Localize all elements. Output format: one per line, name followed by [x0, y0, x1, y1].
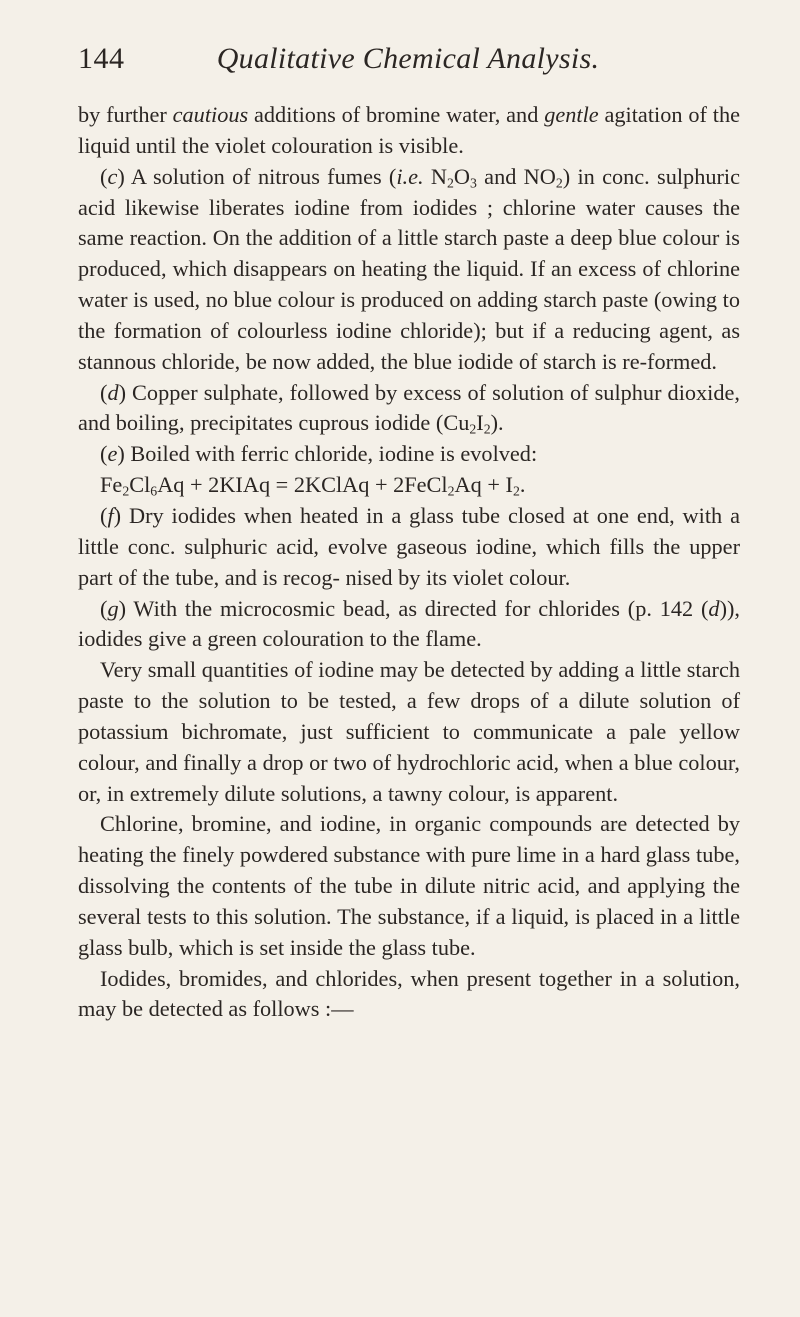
- text-run: Aq + I: [454, 472, 513, 498]
- italic-text: i.e.: [396, 163, 424, 189]
- italic-text: d: [708, 595, 720, 621]
- paragraph-p-eq: [78, 470, 740, 501]
- text-run: by further: [78, 102, 173, 127]
- running-title: Qualitative Chemical Analysis.: [216, 42, 600, 75]
- paragraph-p-e: [78, 439, 740, 470]
- text-run: agitation of the liquid until the violet colouration is visible.: [78, 102, 740, 158]
- subscript: 2: [483, 421, 491, 437]
- paragraph-p-f: [78, 501, 740, 594]
- text-run: additions of bromine water, and: [248, 102, 545, 127]
- text-run: .: [519, 472, 526, 498]
- italic-text: cautious: [172, 102, 249, 127]
- text-run: Very small quantities of iodine may be detected by adding a little starch paste to the solution to be tested, a few drops of a dilute solution of potassium bichromate, just sufficient to communicate a pale yellow colour, and finally a drop or two of hydrochloric acid, when a blue colour, or, in extremely dilute solutions, a tawny colour, is apparent.: [78, 657, 740, 806]
- text-run: (: [100, 502, 108, 528]
- italic-text: e: [107, 441, 118, 467]
- paragraph-p-c: [78, 162, 740, 378]
- italic-text: f: [107, 502, 114, 528]
- text-run: ) Boiled with ferric chloride, iodine is evolved:: [117, 441, 538, 467]
- subscript: 6: [150, 483, 158, 499]
- paragraph-p-small: [78, 655, 740, 809]
- text-run: Iodides, bromides, and chlorides, when present together in a solution, may be detected as follows :—: [78, 965, 740, 1022]
- text-run: (: [100, 379, 108, 405]
- italic-text: c: [107, 163, 118, 189]
- text-run: ).: [490, 410, 504, 436]
- text-run: (: [100, 595, 108, 621]
- subscript: 2: [469, 421, 477, 437]
- subscript: 2: [555, 175, 563, 191]
- paragraph-p0: [78, 100, 740, 162]
- text-run: I: [476, 410, 484, 436]
- text-run: Fe: [100, 472, 123, 498]
- text-run: Cl: [129, 472, 151, 498]
- subscript: 2: [512, 483, 520, 499]
- text-run: ) Copper sulphate, followed by excess of solution of sulphur dioxide, and boiling, precipitates cuprous iodide (Cu: [78, 379, 740, 436]
- text-run: ) A solution of nitrous fumes (: [117, 163, 397, 189]
- text-run: ) With the microcosmic bead, as directed for chlorides (p. 142 (: [118, 595, 709, 621]
- subscript: 2: [122, 483, 130, 499]
- text-run: Chlorine, bromine, and iodine, in organic compounds are detected by heating the finely powdered substance with pure lime in a hard glass tube, dissolving the contents of the tube in dilute nitric acid, and applying the several tests to this solution. The substance, if a liquid, is placed in a little glass bulb, which is set inside the glass tube.: [78, 811, 740, 960]
- subscript: 2: [447, 483, 455, 499]
- text-run: (: [100, 163, 108, 189]
- body-text: [78, 100, 740, 1025]
- subscript: 2: [446, 175, 454, 191]
- text-run: (: [100, 441, 108, 467]
- text-run: )), iodides give a green colouration to the flame.: [78, 595, 740, 652]
- italic-text: g: [107, 595, 119, 621]
- italic-text: gentle: [544, 102, 599, 127]
- italic-text: d: [107, 379, 119, 405]
- paragraph-p-g: [78, 594, 740, 656]
- text-run: O: [453, 163, 470, 189]
- page-number: 144: [78, 42, 125, 75]
- text-run: ) Dry iodides when heated in a glass tube closed at one end, with a little conc. sulphuric acid, evolve gaseous iodine, which fills the upper part of the tube, and is recog- nised by its violet colour.: [78, 502, 740, 590]
- text-run: N: [423, 163, 447, 189]
- text-run: ) in conc. sulphuric acid likewise liberates iodine from iodides ; chlorine water causes the same reaction. On the addition of a little starch paste a deep blue colour is produced, which disappears on heating the liquid. If an excess of chlorine water is used, no blue colour is produced on adding starch paste (owing to the formation of colourless iodine chloride); but if a reducing agent, as stannous chloride, be now added, the blue iodide of starch is re-formed.: [78, 163, 741, 374]
- text-run: and NO: [476, 163, 556, 189]
- paragraph-p-d: [78, 378, 740, 440]
- page-header: [78, 42, 738, 82]
- text-run: Aq + 2KIAq = 2KClAq + 2FeCl: [157, 472, 448, 498]
- paragraph-p-last: [78, 964, 740, 1026]
- paragraph-p-organic: [78, 809, 740, 963]
- subscript: 3: [470, 175, 477, 191]
